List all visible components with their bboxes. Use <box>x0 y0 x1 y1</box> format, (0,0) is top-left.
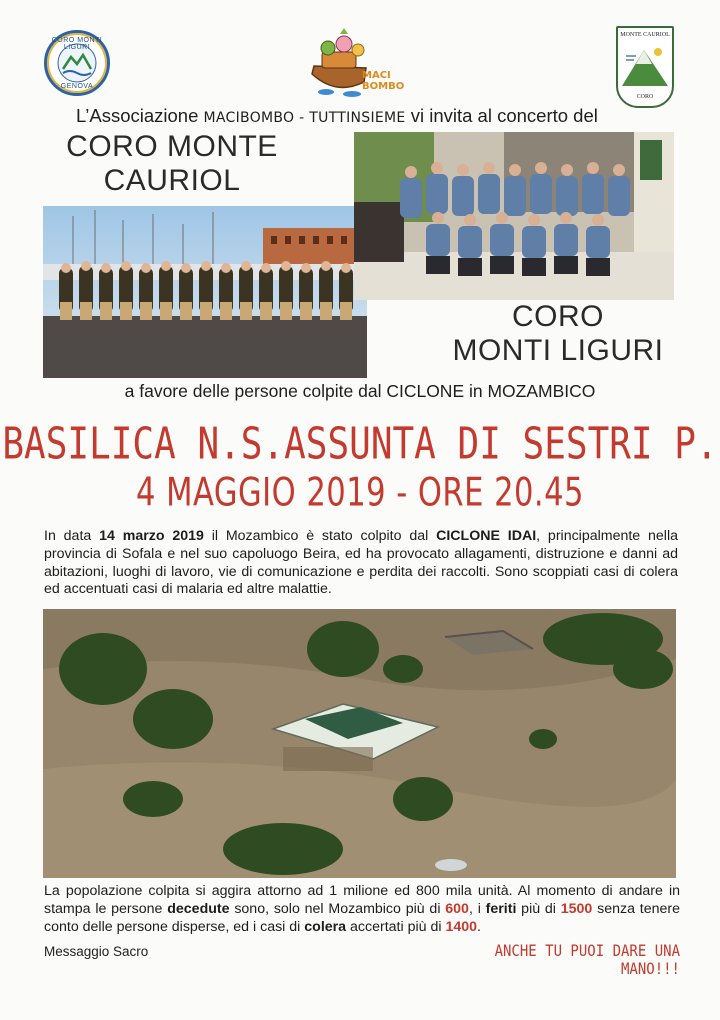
p2-deceased-label: decedute <box>167 900 230 917</box>
p2-text-1: La popolazione colpita si aggira attorno ad 1 milione ed 800 mila unità. Al momento di andare in stampa le persone <box>44 883 680 917</box>
choir-one-title <box>56 130 288 198</box>
p2-cholera-count: 1400 <box>445 918 478 935</box>
choir-one-line2: CAURIOL <box>103 164 241 197</box>
flood-aerial-photo <box>43 609 676 878</box>
p2-text-4: più di <box>516 900 561 917</box>
invitation-line <box>76 105 656 127</box>
p2-text-6: accertati più di <box>346 918 446 935</box>
p2-text-7: . <box>477 918 481 935</box>
logo-ring-text-top: CORO MONTI LIGURI <box>51 37 103 51</box>
p2-injured-label: feriti <box>485 900 517 917</box>
invite-prefix: L’Associazione <box>76 105 204 126</box>
cyclone-description <box>44 528 678 599</box>
p1-text-1: In data <box>44 528 100 544</box>
cause-line: a favore delle persone colpite dal CICLONE in MOZAMBICO <box>124 381 596 401</box>
p2-text-5: senza tenere conto delle persone disperse, ed i casi di <box>44 900 680 935</box>
invite-suffix: vi invita al concerto del <box>405 105 598 126</box>
p2-cholera-label: colera <box>304 918 347 935</box>
p1-text-3: , principalmente nella provincia di Sofala e nel suo capoluogo Beira, ed ha provocato allagamenti, distruzione e danni ad abitazioni, luoghi di lavoro, vie di comunicazione e perdita dei raccolti. Sono scoppiati casi di colera ed accentuati casi di malaria ed altre malattie. <box>44 528 678 598</box>
p2-text-3: , i <box>468 900 486 917</box>
message-label: Messaggio Sacro <box>44 944 149 959</box>
choir-harbour-photo <box>43 206 367 378</box>
p1-cyclone-name: CICLONE IDAI <box>436 528 537 544</box>
p2-deceased-count: 600 <box>445 900 469 917</box>
p2-injured-count: 1500 <box>560 900 593 917</box>
choir-two-line2: MONTI LIGURI <box>452 334 664 367</box>
logo-footer: CORO <box>636 94 654 100</box>
logo-title: MONTE CAURIOL <box>620 32 670 38</box>
association-name: MACIBOMBO - TUTTINSIEME <box>203 110 406 126</box>
logo-wordmark: MACI BOMBO <box>362 70 405 92</box>
casualty-report <box>44 883 680 936</box>
choir-one-line1: CORO MONTE <box>66 130 278 163</box>
choir-two-line1: CORO <box>512 300 604 333</box>
p1-text-2: il Mozambico è stato colpito dal <box>203 528 437 544</box>
slogan: ANCHE TU PUOI DARE UNA MANO!!! <box>494 942 680 979</box>
coro-monti-liguri-logo <box>44 30 110 96</box>
macibombo-logo <box>306 26 418 102</box>
logo-ring-text-bottom: GENOVA <box>60 83 94 90</box>
p2-text-2: sono, solo nel Mozambico più di <box>229 900 446 917</box>
event-venue: BASILICA N.S.ASSUNTA DI SESTRI P. <box>2 420 718 470</box>
p1-date: 14 marzo 2019 <box>99 528 204 544</box>
event-datetime: 4 MAGGIO 2019 - ORE 20.45 <box>136 470 584 516</box>
mountain-shield-icon <box>618 40 672 90</box>
choir-group-photo <box>354 132 674 300</box>
choir-two-title <box>440 300 676 368</box>
coro-monte-cauriol-logo <box>616 26 674 108</box>
